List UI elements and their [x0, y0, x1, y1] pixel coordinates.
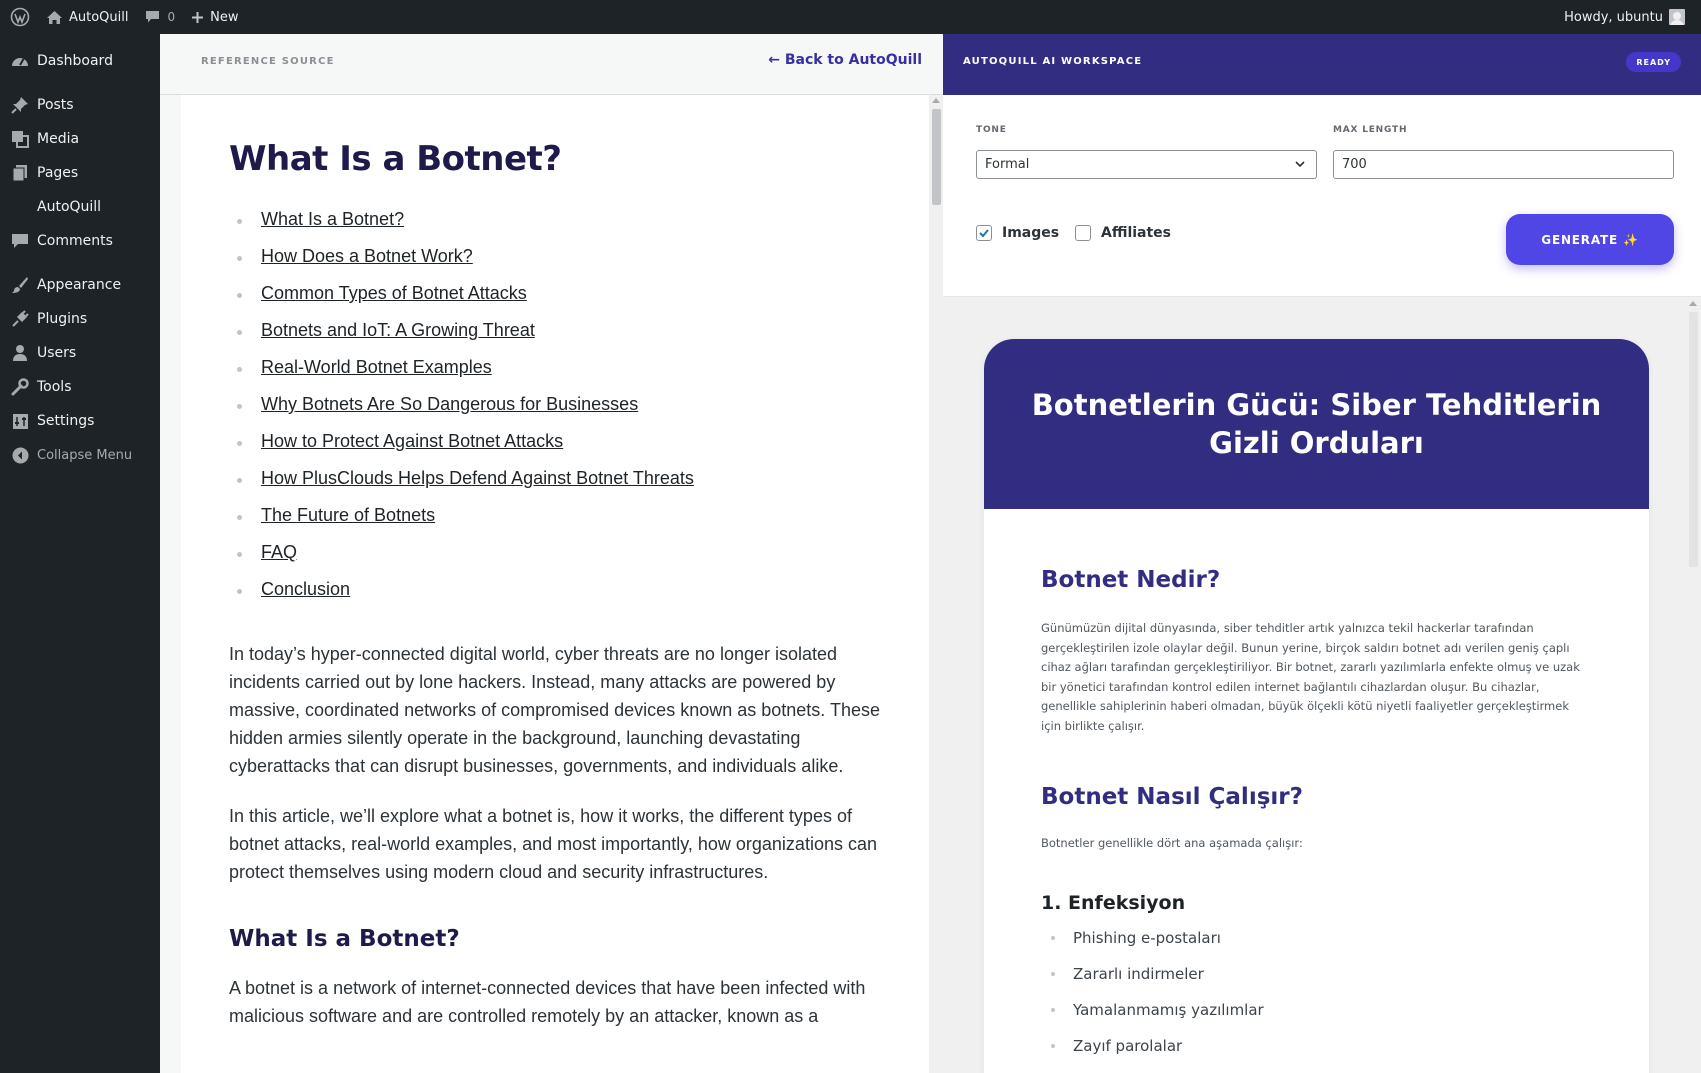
avatar — [1669, 9, 1685, 25]
preview-area[interactable] — [943, 298, 1701, 1073]
generated-article-card — [984, 339, 1649, 1073]
sidebar-item-autoquill[interactable] — [0, 190, 160, 224]
sidebar-label: Comments — [37, 233, 113, 249]
affiliates-checkbox[interactable] — [1075, 225, 1091, 241]
preview-scroll-thumb[interactable] — [1689, 312, 1698, 567]
back-to-autoquill-link[interactable]: ← Back to AutoQuill — [768, 52, 922, 68]
reference-scroll-thumb[interactable] — [932, 109, 941, 205]
affiliates-option[interactable] — [1075, 225, 1171, 241]
wrench-icon — [10, 377, 30, 397]
pin-icon — [10, 95, 30, 115]
list-item: Phishing e-postaları — [1041, 926, 1592, 962]
new-content-link[interactable] — [183, 0, 246, 34]
list-item: Zayıf parolalar — [1041, 1034, 1592, 1070]
sidebar-label: Dashboard — [37, 53, 113, 69]
workspace-title: AUTOQUILL AI WORKSPACE — [963, 56, 1143, 67]
generate-button[interactable]: GENERATE ✨ — [1506, 214, 1674, 265]
toc-link[interactable]: Common Types of Botnet Attacks — [261, 283, 527, 303]
site-name: AutoQuill — [69, 9, 129, 25]
toc-item[interactable] — [229, 283, 889, 320]
toc-item[interactable] — [229, 246, 889, 283]
scroll-up-arrow-icon[interactable] — [1689, 301, 1697, 306]
table-of-contents — [229, 209, 889, 616]
sidebar-label: AutoQuill — [37, 199, 102, 215]
toc-item[interactable] — [229, 542, 889, 579]
brush-icon — [10, 275, 30, 295]
reference-article-frame[interactable] — [181, 95, 944, 1073]
max-length-label: MAX LENGTH — [1333, 125, 1408, 135]
plus-icon — [191, 11, 204, 24]
reference-pane — [160, 34, 943, 1073]
generated-article-hero — [984, 339, 1649, 509]
toc-link[interactable]: Botnets and IoT: A Growing Threat — [261, 320, 535, 340]
ai-workspace-pane — [943, 34, 1701, 1073]
howdy-text: Howdy, ubuntu — [1564, 9, 1663, 25]
account-menu[interactable] — [1556, 0, 1693, 34]
reference-source-label: REFERENCE SOURCE — [201, 56, 335, 67]
sidebar-item-comments[interactable] — [0, 224, 160, 258]
preview-scrollbar[interactable] — [1686, 298, 1701, 1073]
chevron-down-icon — [1294, 158, 1306, 174]
dashboard-icon — [10, 51, 30, 71]
toc-item[interactable] — [229, 320, 889, 357]
toc-item[interactable] — [229, 209, 889, 246]
reference-scrollbar[interactable] — [929, 95, 944, 1073]
collapse-menu-button[interactable] — [0, 438, 160, 472]
sidebar-item-plugins[interactable] — [0, 302, 160, 336]
max-length-value: 700 — [1342, 157, 1367, 172]
comments-count: 0 — [167, 10, 176, 24]
sidebar-label: Appearance — [37, 277, 122, 293]
tone-selected-value: Formal — [985, 157, 1030, 172]
toc-item[interactable] — [229, 468, 889, 505]
collapse-arrow-icon — [10, 445, 30, 465]
media-icon — [10, 129, 30, 149]
toc-item[interactable] — [229, 431, 889, 468]
toc-item[interactable] — [229, 579, 889, 616]
user-icon — [10, 343, 30, 363]
comment-icon — [10, 231, 30, 251]
comments-link[interactable] — [137, 0, 184, 34]
sidebar-item-media[interactable] — [0, 122, 160, 156]
tone-label: TONE — [976, 125, 1007, 135]
article-paragraph: In today’s hyper-connected digital world, cyber threats are no longer isolated incidents carried out by lone hackers. Instead, many attacks are powered by massive, coordinated networks of compromised devices known as botnets. These hidden armies silently operate in the background, launching devastating cyberattacks that can disrupt businesses, governments, and individuals alike. — [229, 644, 880, 776]
images-label: Images — [1002, 225, 1060, 241]
sidebar-label: Posts — [37, 97, 74, 113]
images-checkbox[interactable] — [976, 225, 992, 241]
generated-list — [1041, 926, 1592, 1070]
admin-sidebar — [0, 34, 160, 1073]
list-item: Zararlı indirmeler — [1041, 962, 1592, 998]
tone-select[interactable] — [976, 150, 1317, 179]
reference-header — [160, 34, 943, 95]
plug-icon — [10, 309, 30, 329]
article-paragraph: A botnet is a network of internet-connected devices that have been infected with malicious software and are controlled remotely by an attacker, known as a — [229, 978, 866, 1026]
generated-section-heading: Botnet Nedir? — [1041, 567, 1221, 593]
article-title: What Is a Botnet? — [229, 139, 562, 179]
generated-section-heading: Botnet Nasıl Çalışır? — [1041, 784, 1303, 810]
workspace-header — [943, 34, 1701, 95]
sidebar-item-posts[interactable] — [0, 88, 160, 122]
sidebar-label: Tools — [37, 379, 72, 395]
new-label: New — [210, 9, 239, 25]
generated-subheading: 1. Enfeksiyon — [1041, 891, 1186, 914]
article-section-heading: What Is a Botnet? — [229, 926, 460, 952]
toc-link[interactable]: Real-World Botnet Examples — [261, 357, 492, 377]
sidebar-label: Users — [37, 345, 77, 361]
wordpress-logo-icon[interactable] — [2, 0, 38, 34]
sidebar-item-users[interactable] — [0, 336, 160, 370]
pages-icon — [10, 163, 30, 183]
generated-paragraph: Günümüzün dijital dünyasında, siber tehditler artık yalnızca tekil hackerlar tarafından gerçekleştirilen izole olaylar değil. Bunun yerine, birçok saldırı botnet adı verilen geniş çaplı cihaz ağları tarafından gerçekleştiriliyor. Bir botnet, zararlı yazılımlarla enfekte olmuş ve uzak bir yönetici tarafından kontrol edilen internet bağlantılı cihazlardan oluşur. Bu cihazlar, genellikle sahiplerinin haberi olmadan, büyük ölçekli kötü niyetli faaliyetler gerçekleştirmek için birlikte çalışır. — [1041, 621, 1580, 733]
scroll-up-arrow-icon[interactable] — [932, 98, 940, 103]
settings-icon — [10, 411, 30, 431]
sidebar-item-tools[interactable] — [0, 370, 160, 404]
comment-bubble-icon — [145, 10, 160, 24]
collapse-label: Collapse Menu — [37, 447, 133, 463]
toc-item[interactable] — [229, 505, 889, 542]
toc-link[interactable]: Conclusion — [261, 579, 351, 599]
toc-link[interactable]: How to Protect Against Botnet Attacks — [261, 431, 564, 451]
generated-article-body — [984, 567, 1649, 1070]
generated-paragraph: Botnetler genellikle dört ana aşamada çalışır: — [1041, 836, 1303, 850]
toc-link[interactable]: FAQ — [261, 542, 298, 562]
sidebar-label: Plugins — [37, 311, 88, 327]
reference-article — [229, 139, 889, 1052]
toc-item[interactable] — [229, 394, 889, 431]
article-paragraph: In this article, we’ll explore what a botnet is, how it works, the different types of botnet attacks, real-world examples, and most importantly, how organizations can protect themselves using modern cloud and security infrastructures. — [229, 806, 877, 882]
toc-link[interactable]: Why Botnets Are So Dangerous for Businesses — [261, 394, 639, 414]
sidebar-item-pages[interactable] — [0, 156, 160, 190]
sidebar-label: Media — [37, 131, 80, 147]
toc-link[interactable]: The Future of Botnets — [261, 505, 436, 525]
sidebar-item-appearance[interactable] — [0, 268, 160, 302]
status-badge: READY — [1626, 52, 1681, 72]
sidebar-item-settings[interactable] — [0, 404, 160, 438]
max-length-input[interactable] — [1333, 150, 1674, 179]
toc-link[interactable]: What Is a Botnet? — [261, 209, 405, 229]
toc-link[interactable]: How PlusClouds Helps Defend Against Botnet Threats — [261, 468, 694, 488]
affiliates-label: Affiliates — [1101, 225, 1172, 241]
sidebar-item-dashboard[interactable] — [0, 44, 160, 78]
list-item: Yamalanmamış yazılımlar — [1041, 998, 1592, 1034]
home-icon — [46, 10, 63, 25]
toc-link[interactable]: How Does a Botnet Work? — [261, 246, 473, 266]
site-name-link[interactable] — [38, 0, 137, 34]
generated-article-title: Botnetlerin Gücü: Siber Tehditlerin Gizli Orduları — [1031, 388, 1602, 460]
sidebar-label: Pages — [37, 165, 79, 181]
sidebar-label: Settings — [37, 413, 95, 429]
generation-controls — [943, 95, 1701, 297]
toc-item[interactable] — [229, 357, 889, 394]
images-option[interactable] — [976, 225, 1059, 241]
admin-bar — [0, 0, 1701, 34]
